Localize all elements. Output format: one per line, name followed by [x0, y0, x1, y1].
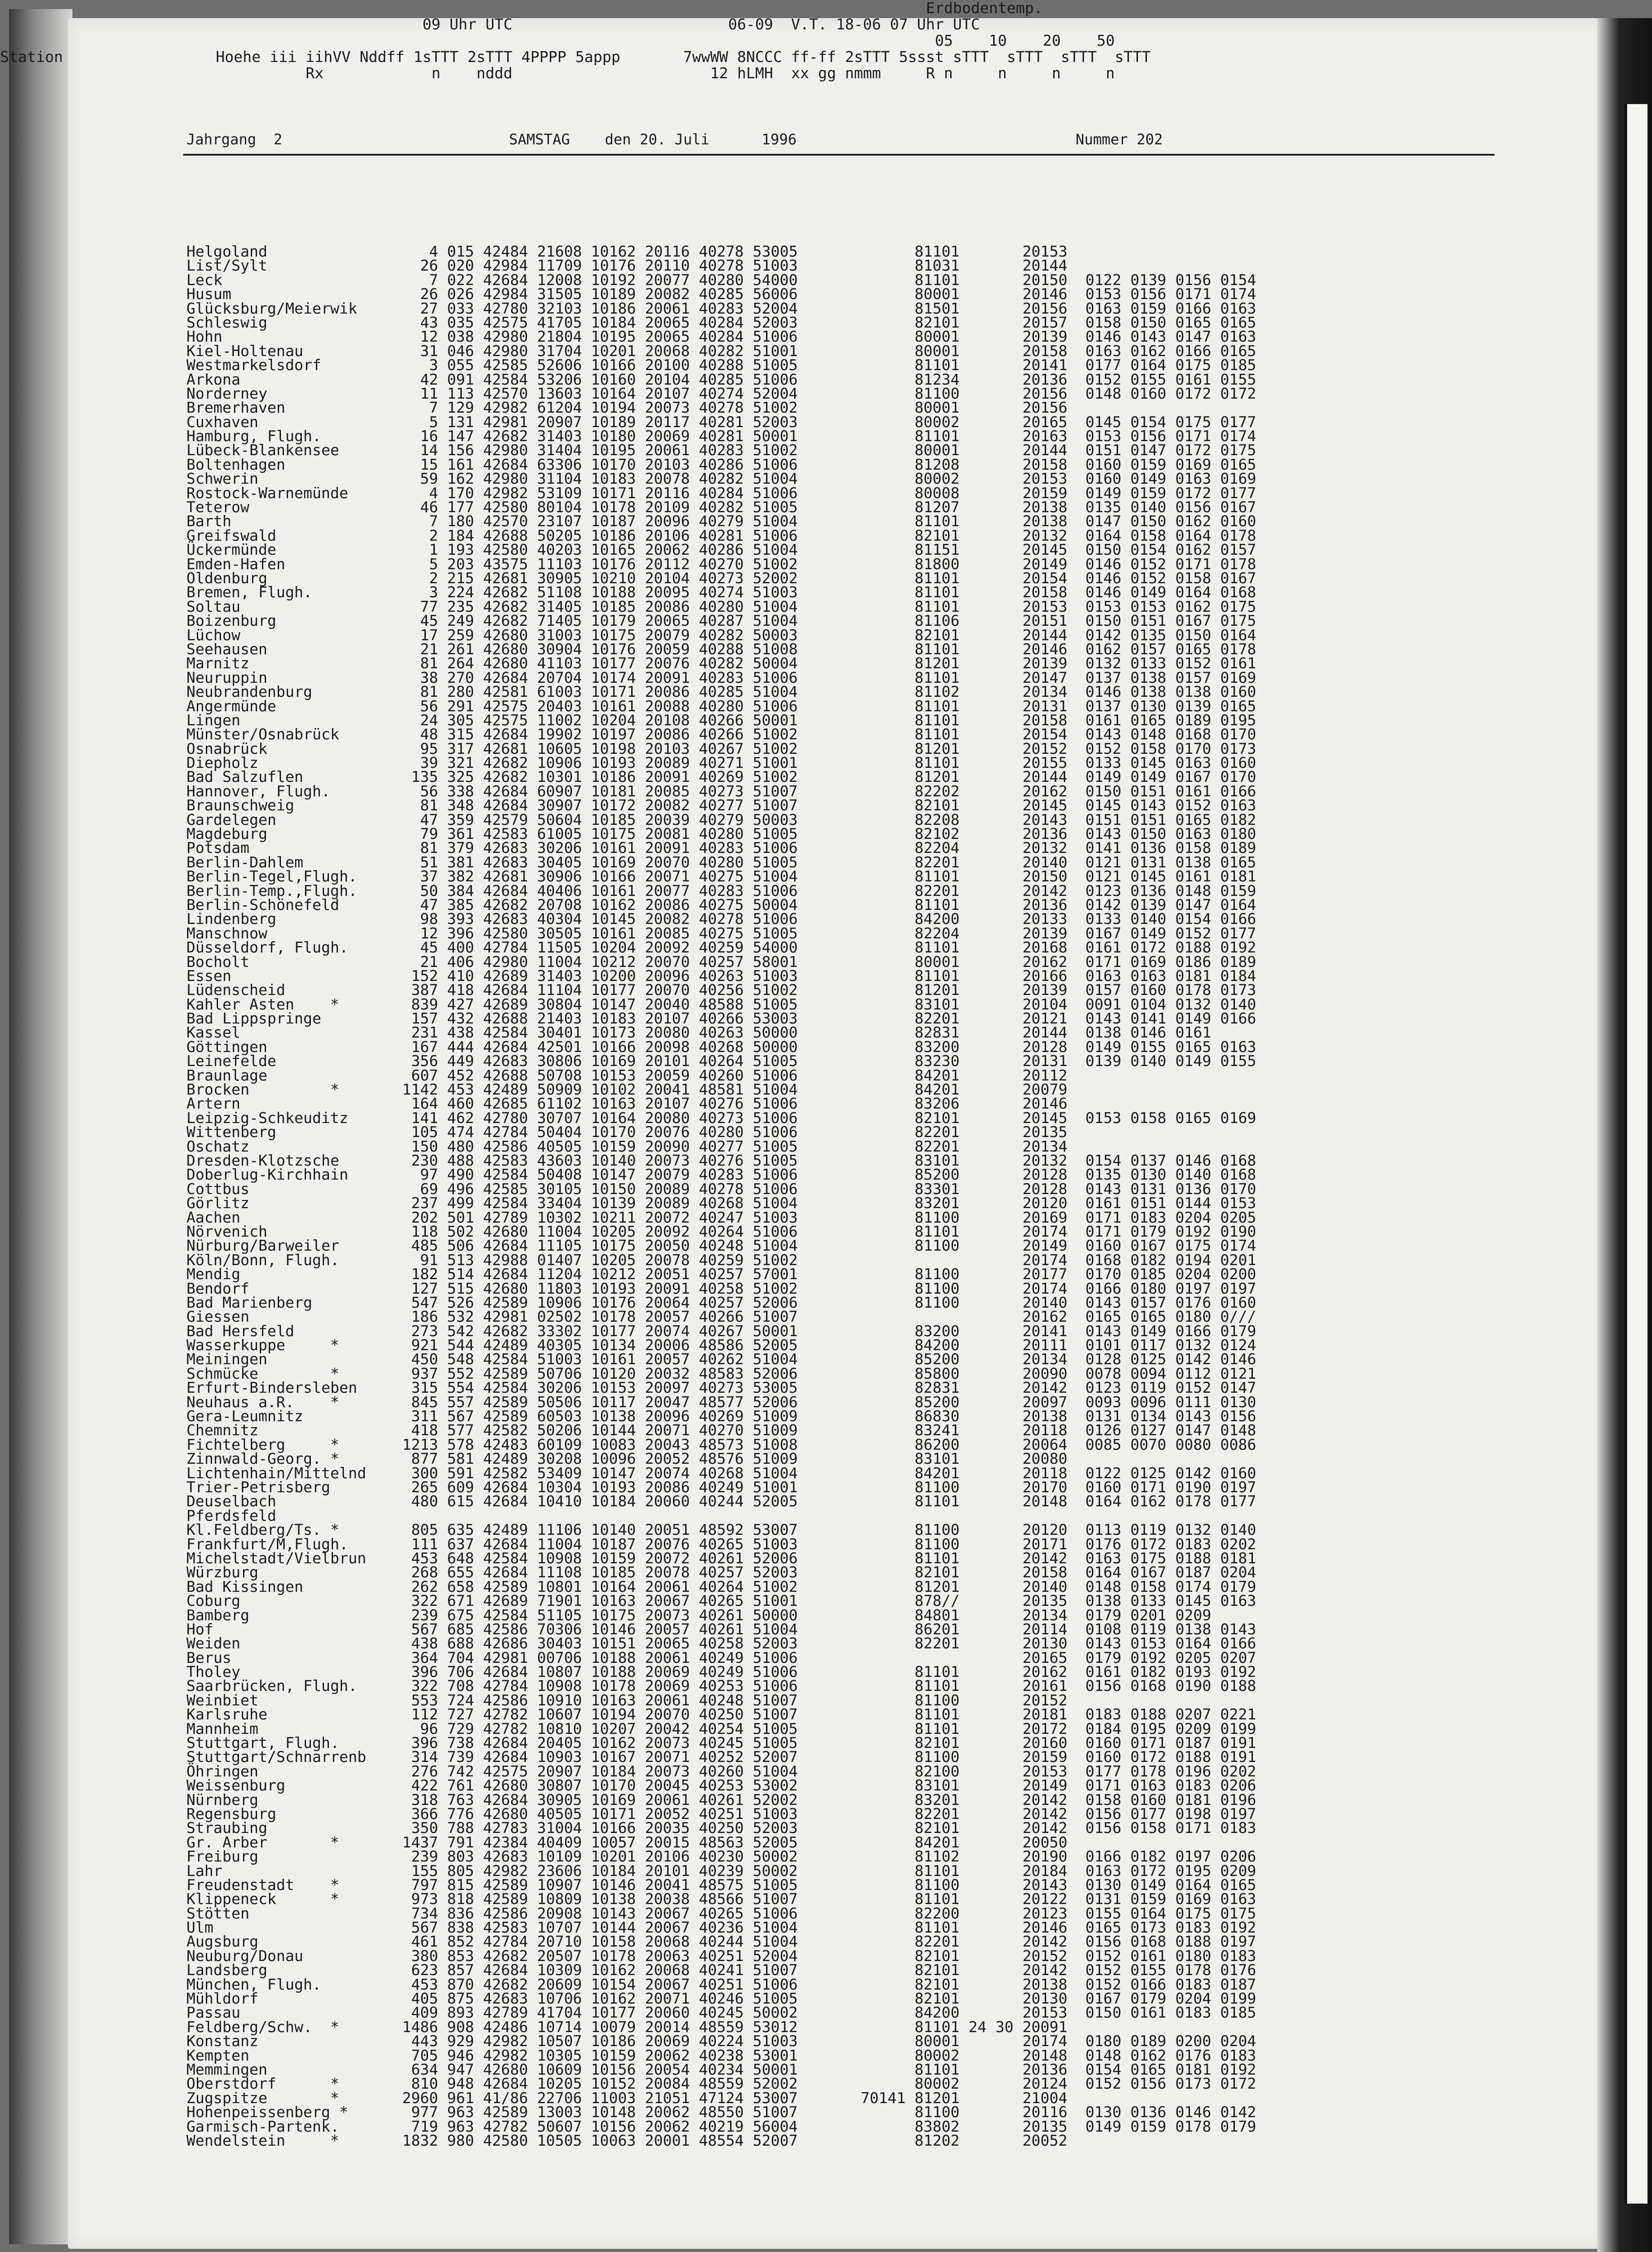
- table-row: Chemnitz 418 577 42582 50206 10144 20071 40270 51009 83241 20118 0126 0127 0147 0148: [186, 1421, 1257, 1439]
- table-row: Kassel 231 438 42584 30401 10173 20080 40263 50000 82831 20144 0138 0146 0161: [186, 1024, 1211, 1042]
- table-row: Saarbrücken, Flugh. 322 708 42784 10908 10178 20069 40253 51006 81101 20161 0156 0168 0190 0188: [186, 1677, 1257, 1695]
- table-row: Doberlug-Kirchhain 97 490 42584 50408 10147 20079 40283 51006 85200 20128 0135 0130 0140 0168: [186, 1166, 1257, 1184]
- table-row: Stuttgart/Schnarrenb 314 739 42684 10903 10167 20071 40252 52007 81100 20159 0160 0172 0188 0191: [186, 1748, 1257, 1766]
- table-row: List/Sylt 26 020 42984 11709 10176 20110 40278 51003 81031 20144: [186, 257, 1068, 275]
- table-row: Braunschweig 81 348 42684 30907 10172 20082 40277 51007 82101 20145 0145 0143 0152 0163: [186, 796, 1257, 814]
- table-row: Ückermünde 1 193 42580 40203 10165 20062 40286 51004 81151 20145 0150 0154 0162 0157: [186, 541, 1257, 559]
- table-row: Neubrandenburg 81 280 42581 61003 10171 20086 40285 51004 81102 20134 0146 0138 0138 0160: [186, 683, 1257, 701]
- table-row: Boltenhagen 15 161 42684 63306 10170 20103 40286 51006 81208 20158 0160 0159 0169 0165: [186, 455, 1257, 473]
- page-header: Jahrgang 2 SAMSTAG den 20. Juli 1996 Nummer 202: [186, 131, 1163, 148]
- table-row: Tholey 396 706 42684 10807 10188 20069 40249 51006 81101 20162 0161 0182 0193 0192: [186, 1663, 1257, 1681]
- table-row: Zinnwald-Georg. * 877 581 42489 30208 10096 20052 48576 51009 83101 20080: [186, 1450, 1068, 1468]
- book-page-edge-left: [9, 9, 72, 2244]
- table-row: Hannover, Flugh. 56 338 42684 60907 10181 20085 40273 51007 82202 20162 0150 0151 0161 0166: [186, 782, 1257, 800]
- table-row: Osnabrück 95 317 42681 10605 10198 20103 40267 51002 81201 20152 0152 0158 0170 0173: [186, 739, 1257, 757]
- table-row: Barth 7 180 42570 23107 10187 20096 40279 51004 81101 20138 0147 0150 0162 0160: [186, 512, 1257, 530]
- table-row: Dresden-Klotzsche 230 488 42583 43603 10140 20073 40276 51005 83101 20132 0154 0137 0146 0168: [186, 1152, 1257, 1169]
- table-row: Weinbiet 553 724 42586 10910 10163 20061 40248 51007 81100 20152: [186, 1691, 1068, 1709]
- table-row: Marnitz 81 264 42680 41103 10177 20076 40282 50004 81201 20139 0132 0133 0152 0161: [186, 654, 1257, 672]
- table-row: Lüchow 17 259 42680 31003 10175 20079 40282 50003 82101 20144 0142 0135 0150 0164: [186, 626, 1257, 644]
- column-header-line-3: 05 10 20 50: [0, 32, 1115, 49]
- table-row: Bremen, Flugh. 3 224 42682 51108 10188 20095 40274 51003 81101 20158 0146 0149 0164 0168: [186, 583, 1257, 601]
- table-row: Karlsruhe 112 727 42782 10607 10194 20070 40250 51007 81101 20181 0183 0188 0207 0221: [186, 1705, 1257, 1724]
- table-row: Weiden 438 688 42686 30403 10151 20065 40258 52003 82201 20130 0143 0153 0164 0166: [186, 1634, 1257, 1652]
- table-row: Oldenburg 2 215 42681 30905 10210 20104 40273 52002 81101 20154 0146 0152 0158 0167: [186, 569, 1257, 587]
- table-row: Bad Hersfeld 273 542 42682 33302 10177 20074 40267 50001 83200 20141 0143 0149 0166 0179: [186, 1322, 1257, 1340]
- table-row: Garmisch-Partenk. 719 963 42782 50607 10156 20062 40219 56004 83802 20135 0149 0159 0178 0179: [186, 2117, 1257, 2135]
- table-row: Kiel-Holtenau 31 046 42980 31704 10201 20068 40282 51001 80001 20158 0163 0162 0166 0165: [186, 342, 1257, 360]
- table-row: Leinefelde 356 449 42683 30806 10169 20101 40264 51005 83230 20131 0139 0140 0149 0155: [186, 1052, 1257, 1070]
- table-row: Wittenberg 105 474 42784 50404 10170 20076 40280 51006 82201 20135: [186, 1123, 1068, 1141]
- table-row: Berlin-Temp.,Flugh. 50 384 42684 40406 10161 20077 40283 51006 82201 20142 0123 0136 0148 0159: [186, 881, 1257, 900]
- table-row: Lichtenhain/Mittelnd 300 591 42582 53409 10147 20074 40268 51004 84201 20118 0122 0125 0142 0160: [186, 1464, 1257, 1482]
- table-row: Meiningen 450 548 42584 51003 10161 20057 40262 51004 85200 20134 0128 0125 0142 0146: [186, 1350, 1257, 1368]
- table-row: Berus 364 704 42981 00706 10188 20061 40249 51006 20165 0179 0192 0205 0207: [186, 1648, 1257, 1666]
- table-row: Gardelegen 47 359 42579 50604 10185 20039 40279 50003 82208 20143 0151 0151 0165 0182: [186, 810, 1257, 828]
- station-table: [186, 244, 1256, 2147]
- table-row: Lübeck-Blankensee 14 156 42980 31404 10195 20061 40283 51002 80001 20144 0151 0147 0172 0175: [186, 441, 1257, 459]
- table-row: Zugspitze * 2960 961 41/86 22706 11003 21051 47124 53007 70141 81201 21004: [186, 2089, 1068, 2107]
- table-row: Bendorf 127 515 42680 11803 10193 20091 40258 51002 81100 20174 0166 0180 0197 0197: [186, 1279, 1257, 1297]
- table-row: Schwerin 59 162 42980 31104 10183 20078 40282 51004 80002 20153 0160 0149 0163 0169: [186, 470, 1257, 488]
- table-row: Kempten 705 946 42982 10305 10159 20062 40238 53001 80002 20148 0148 0162 0176 0183: [186, 2046, 1257, 2064]
- table-row: Nürnberg 318 763 42684 30905 10169 20061 40261 52002 83201 20142 0158 0160 0181 0196: [186, 1790, 1257, 1809]
- header-rule: [183, 154, 1495, 156]
- table-row: Bad Salzuflen 135 325 42682 10301 10186 20091 40269 51002 81201 20144 0149 0149 0167 0170: [186, 768, 1257, 786]
- table-row: Boizenburg 45 249 42682 71405 10179 20065 40287 51004 81106 20151 0150 0151 0167 0175: [186, 612, 1257, 630]
- table-row: Neuhaus a.R. * 845 557 42589 50506 10117 20047 48577 52006 85200 20097 0093 0096 0111 0130: [186, 1393, 1257, 1411]
- table-row: Klippeneck * 973 818 42589 10809 10138 20038 48566 51007 81101 20122 0131 0159 0169 0163: [186, 1890, 1257, 1908]
- table-row: Freudenstadt * 797 815 42589 10907 10146 20041 48575 51005 81100 20143 0130 0149 0164 0165: [186, 1876, 1257, 1894]
- table-row: Stuttgart, Flugh. 396 738 42684 20405 10162 20073 40245 51005 82101 20160 0160 0171 0187 0191: [186, 1734, 1257, 1752]
- table-row: Straubing 350 788 42783 31004 10166 20035 40250 52003 82101 20142 0156 0158 0171 0183: [186, 1819, 1257, 1837]
- table-row: Artern 164 460 42685 61102 10163 20107 40276 51006 83206 20146: [186, 1095, 1068, 1113]
- table-row: Glücksburg/Meierwik 27 033 42780 32103 10186 20061 40283 52004 81501 20156 0163 0159 0166 0163: [186, 299, 1257, 317]
- table-row: Hohn 12 038 42980 21804 10195 20065 40284 51006 80001 20139 0146 0143 0147 0163: [186, 328, 1257, 346]
- table-row: Öhringen 276 742 42575 20907 10184 20073 40260 51004 82100 20153 0177 0178 0196 0202: [186, 1762, 1257, 1780]
- table-row: Erfurt-Bindersleben 315 554 42584 30206 10153 20097 40273 53005 82831 20142 0123 0119 0152 0147: [186, 1379, 1257, 1397]
- table-row: Angermünde 56 291 42575 20403 10161 20088 40280 51006 81101 20131 0137 0130 0139 0165: [186, 697, 1257, 715]
- table-row: Feldberg/Schw. * 1486 908 42486 10714 10079 20014 48559 53012 81101 24 30 20091: [186, 2018, 1068, 2036]
- table-row: Fichtelberg * 1213 578 42483 60109 10083 20043 48573 51008 86200 20064 0085 0070 0080 0086: [186, 1435, 1257, 1453]
- table-row: Wasserkuppe * 921 544 42489 40305 10134 20006 48586 52005 84200 20111 0101 0117 0132 0124: [186, 1336, 1257, 1354]
- table-row: Mendig 182 514 42684 11204 10212 20051 40257 57001 81100 20177 0170 0185 0204 0200: [186, 1265, 1257, 1283]
- table-row: Braunlage 607 452 42688 50708 10153 20059 40260 51006 84201 20112: [186, 1066, 1068, 1084]
- table-row: Giessen 186 532 42981 02502 10178 20057 40266 51007 20162 0165 0165 0180 0///: [186, 1308, 1257, 1326]
- table-row: Leipzig-Schkeuditz 141 462 42780 30707 10164 20080 40273 51006 82101 20145 0153 0158 0165 0169: [186, 1109, 1257, 1127]
- table-row: Bad Marienberg 547 526 42589 10906 10176 20064 40257 52006 81100 20140 0143 0157 0176 0160: [186, 1293, 1257, 1311]
- table-row: Köln/Bonn, Flugh. 91 513 42988 01407 10205 20078 40259 51002 20174 0168 0182 0194 0201: [186, 1251, 1257, 1269]
- table-row: Lahr 155 805 42982 23606 10184 20101 40239 50002 81101 20184 0163 0172 0195 0209: [186, 1862, 1257, 1880]
- table-row: Schmücke * 937 552 42589 50706 10120 20032 48583 52006 85800 20090 0078 0094 0112 0121: [186, 1364, 1257, 1382]
- table-row: München, Flugh. 453 870 42682 20609 10154 20067 40251 51006 82101 20138 0152 0166 0183 0187: [186, 1975, 1257, 1993]
- table-row: Magdeburg 79 361 42583 61005 10175 20081 40280 51005 82102 20136 0143 0150 0163 0180: [186, 825, 1257, 843]
- table-row: Emden-Hafen 5 203 43575 11103 10176 20112 40270 51002 81800 20149 0146 0152 0171 0178: [186, 555, 1257, 573]
- table-row: Seehausen 21 261 42680 30904 10176 20059 40288 51008 81101 20146 0162 0157 0165 0178: [186, 640, 1257, 658]
- table-row: Görlitz 237 499 42584 33404 10139 20089 40268 51004 83201 20120 0161 0151 0144 0153: [186, 1194, 1257, 1212]
- adjacent-page-strip: [1624, 104, 1647, 2204]
- table-row: Pferdsfeld: [186, 1506, 276, 1524]
- table-row: Brocken * 1142 453 42489 50909 10102 20041 48581 51004 84201 20079: [186, 1081, 1068, 1099]
- table-row: Greifswald 2 184 42688 50205 10186 20106 40281 51006 82101 20132 0164 0158 0164 0178: [186, 526, 1257, 544]
- table-row: Cottbus 69 496 42585 30105 10150 20089 40278 51006 83301 20128 0143 0131 0136 0170: [186, 1180, 1257, 1198]
- table-row: Oschatz 150 480 42586 40505 10159 20090 40277 51005 82201 20134: [186, 1137, 1068, 1155]
- table-row: Gera-Leumnitz 311 567 42589 60503 10138 20096 40269 51009 86830 20138 0131 0134 0143 0156: [186, 1407, 1257, 1425]
- table-row: Mühldorf 405 875 42683 10706 10162 20071 40246 51005 82101 20130 0167 0179 0204 0199: [186, 1990, 1257, 2008]
- table-row: Neuruppin 38 270 42684 20704 10174 20091 40283 51006 81101 20147 0137 0138 0157 0169: [186, 668, 1257, 686]
- table-row: Bamberg 239 675 42584 51105 10175 20073 40261 50000 84801 20134 0179 0201 0209: [186, 1606, 1211, 1624]
- table-row: Bocholt 21 406 42980 11004 10212 20070 40257 58001 80001 20162 0171 0169 0186 0189: [186, 952, 1257, 971]
- table-row: Hohenpeissenberg * 977 963 42589 13003 10148 20062 48550 51007 81100 20116 0130 0136 0146 0142: [186, 2103, 1257, 2121]
- table-row: Michelstadt/Vielbrun 453 648 42584 10908 10159 20072 40261 52006 81101 20142 0163 0175 0188 0181: [186, 1549, 1257, 1567]
- column-header-line-1: Erdbodentemp.: [0, 0, 1043, 17]
- table-row: Cuxhaven 5 131 42981 20907 10189 20117 40281 52003 80002 20165 0145 0154 0175 0177: [186, 413, 1257, 431]
- table-row: Norderney 11 113 42570 13603 10164 20107 40274 52004 81100 20156 0148 0160 0172 0172: [186, 384, 1257, 402]
- table-row: Berlin-Dahlem 51 381 42683 30405 10169 20070 40280 51005 82201 20140 0121 0131 0138 0165: [186, 853, 1257, 871]
- table-row: Coburg 322 671 42689 71901 10163 20067 40265 51001 878// 20135 0138 0133 0145 0163: [186, 1592, 1257, 1610]
- table-row: Oberstdorf * 810 948 42684 10205 10152 20084 48559 52002 80002 20124 0152 0156 0173 0172: [186, 2075, 1257, 2093]
- table-row: Freiburg 239 803 42683 10109 10201 20106 40230 50002 81102 20190 0166 0182 0197 0206: [186, 1847, 1257, 1866]
- table-row: Berlin-Tegel,Flugh. 37 382 42681 30906 10166 20071 40275 51004 81101 20150 0121 0145 0161 0181: [186, 867, 1257, 886]
- table-row: Göttingen 167 444 42684 42501 10166 20098 40268 50000 83200 20128 0149 0155 0165 0163: [186, 1038, 1257, 1056]
- table-row: Augsburg 461 852 42784 20710 10158 20068 40244 51004 82201 20142 0156 0168 0188 0197: [186, 1933, 1257, 1951]
- table-row: Bad Lippspringe 157 432 42688 21403 10183 20107 40266 53003 82201 20121 0143 0141 0149 0166: [186, 1009, 1257, 1028]
- table-row: Leck 7 022 42684 12008 10192 20077 40280 54000 81101 20150 0122 0139 0156 0154: [186, 271, 1257, 289]
- table-row: Lindenberg 98 393 42683 40304 10145 20082 40278 51006 84200 20133 0133 0140 0154 0166: [186, 910, 1257, 928]
- table-row: Soltau 77 235 42682 31405 10185 20086 40280 51004 81101 20153 0153 0153 0162 0175: [186, 597, 1257, 615]
- table-row: Potsdam 81 379 42683 30206 10161 20091 40283 51006 82204 20132 0141 0136 0158 0189: [186, 839, 1257, 857]
- table-row: Nörvenich 118 502 42680 11004 10205 20092 40264 51006 81101 20174 0171 0179 0192 0190: [186, 1222, 1257, 1240]
- table-row: Würzburg 268 655 42684 11108 10185 20078 40257 52003 82101 20158 0164 0167 0187 0204: [186, 1563, 1257, 1581]
- table-row: Westmarkelsdorf 3 055 42585 52606 10166 20100 40288 51005 81101 20141 0177 0164 0175 0185: [186, 356, 1257, 374]
- table-row: Kl.Feldberg/Ts. * 805 635 42489 11106 10140 20051 48592 53007 81100 20120 0113 0119 0132 0140: [186, 1521, 1257, 1539]
- table-row: Lingen 24 305 42575 11002 10204 20108 40266 50001 81101 20158 0161 0165 0189 0195: [186, 711, 1257, 729]
- table-row: Nürburg/Barweiler 485 506 42684 11105 10175 20050 40248 51004 81100 20149 0160 0167 0175 0174: [186, 1237, 1257, 1255]
- table-row: Düsseldorf, Flugh. 45 400 42784 11505 10204 20092 40259 54000 81101 20168 0161 0172 0188 0192: [186, 938, 1257, 957]
- table-row: Weissenburg 422 761 42680 30807 10170 20045 40253 53002 83101 20149 0171 0163 0183 0206: [186, 1776, 1257, 1795]
- table-row: Wendelstein * 1832 980 42580 10505 10063 20001 48554 52007 81202 20052: [186, 2131, 1068, 2149]
- table-row: Teterow 46 177 42580 80104 10178 20109 40282 51005 81207 20138 0135 0140 0156 0167: [186, 498, 1257, 516]
- table-row: Lüdenscheid 387 418 42684 11104 10177 20070 40256 51002 81201 20139 0157 0160 0178 0173: [186, 981, 1257, 999]
- column-header-line-2: 09 Uhr UTC 06-09 V.T. 18-06 07 Uhr UTC: [0, 15, 980, 33]
- table-row: Mannheim 96 729 42782 10810 10207 20042 40254 51005 81101 20172 0184 0195 0209 0199: [186, 1719, 1257, 1738]
- table-row: Frankfurt/M,Flugh. 111 637 42684 11004 10187 20076 40265 51003 81100 20171 0176 0172 0183 0202: [186, 1535, 1257, 1553]
- table-row: Stötten 734 836 42586 20908 10143 20067 40265 51006 82200 20123 0155 0164 0175 0175: [186, 1904, 1257, 1922]
- table-row: Hof 567 685 42586 70306 10146 20057 40261 51004 86201 20114 0108 0119 0138 0143: [186, 1620, 1257, 1638]
- table-row: Ulm 567 838 42583 10707 10144 20067 40236 51004 81101 20146 0165 0173 0183 0192: [186, 1919, 1257, 1937]
- column-header: [0, 0, 1652, 81]
- table-row: Arkona 42 091 42584 53206 10160 20104 40285 51006 81234 20136 0152 0155 0161 0155: [186, 370, 1257, 388]
- table-row: Bad Kissingen 262 658 42589 10801 10164 20061 40264 51002 81201 20140 0148 0158 0174 0179: [186, 1577, 1257, 1595]
- table-row: Landsberg 623 857 42684 10309 10162 20068 40241 51007 82101 20142 0152 0155 0178 0176: [186, 1961, 1257, 1979]
- table-row: Aachen 202 501 42789 10302 10211 20072 40247 51003 81100 20169 0171 0183 0204 0205: [186, 1208, 1257, 1226]
- table-row: Memmingen 634 947 42680 10609 10156 20054 40234 50001 81101 20136 0154 0165 0181 0192: [186, 2061, 1257, 2078]
- column-header-line-4: Station Hoehe iii iihVV Nddff 1sTTT 2sTTT 4PPPP 5appp 7wwWW 8NCCC ff-ff 2sTTT 5ssst sTTT sTTT sTTT sTTT: [0, 48, 1151, 66]
- table-row: Passau 409 893 42789 41704 10177 20060 40245 50002 84200 20153 0150 0161 0183 0185: [186, 2004, 1257, 2022]
- table-row: Manschnow 12 396 42580 30505 10161 20085 40275 51005 82204 20139 0167 0149 0152 0177: [186, 924, 1257, 942]
- table-row: Deuselbach 480 615 42684 10410 10184 20060 40244 52005 81101 20148 0164 0162 0178 0177: [186, 1492, 1257, 1510]
- table-row: Diepholz 39 321 42682 10906 10193 20089 40271 51001 81101 20155 0133 0145 0163 0160: [186, 754, 1257, 772]
- table-row: Konstanz 443 929 42982 10507 10186 20069 40224 51003 80001 20174 0180 0189 0200 0204: [186, 2032, 1257, 2050]
- table-row: Schleswig 43 035 42575 41705 10184 20065 40284 52003 82101 20157 0158 0150 0165 0165: [186, 313, 1257, 331]
- table-row: Münster/Osnabrück 48 315 42684 19902 10197 20086 40266 51002 81101 20154 0143 0148 0168 0170: [186, 725, 1257, 743]
- table-row: Kahler Asten * 839 427 42689 30804 10147 20040 48588 51005 83101 20104 0091 0104 0132 0140: [186, 995, 1257, 1013]
- table-row: Hamburg, Flugh. 16 147 42682 31403 10180 20069 40281 50001 81101 20163 0153 0156 0171 0174: [186, 427, 1257, 445]
- table-row: Trier-Petrisberg 265 609 42684 10304 10193 20086 40249 51001 81100 20170 0160 0171 0190 0197: [186, 1478, 1257, 1496]
- table-row: Neuburg/Donau 380 853 42682 20507 10178 20063 40251 52004 82101 20152 0152 0161 0180 0183: [186, 1947, 1257, 1965]
- table-row: Rostock-Warnemünde 4 170 42982 53109 10171 20116 40284 51006 80008 20159 0149 0159 0172 0177: [186, 484, 1257, 502]
- table-row: Essen 152 410 42689 31403 10200 20096 40263 51003 81101 20166 0163 0163 0181 0184: [186, 967, 1257, 985]
- table-row: Gr. Arber * 1437 791 42384 40409 10057 20015 48563 52005 84201 20050: [186, 1833, 1068, 1851]
- table-row: Berlin-Schönefeld 47 385 42682 20708 10162 20086 40275 50004 81101 20136 0142 0139 0147 0164: [186, 895, 1257, 914]
- table-row: Helgoland 4 015 42484 21608 10162 20116 40278 53005 81101 20153: [186, 243, 1085, 260]
- table-row: Regensburg 366 776 42680 40505 10171 20052 40251 51003 82201 20142 0156 0177 0198 0197: [186, 1804, 1257, 1823]
- table-row: Husum 26 026 42984 31505 10189 20082 40285 56006 80001 20146 0153 0156 0171 0174: [186, 285, 1257, 303]
- table-row: Bremerhaven 7 129 42982 61204 10194 20073 40278 51002 80001 20156: [186, 399, 1068, 417]
- column-header-line-5: Rx n nddd 12 hLMH xx gg nmmm R n n n n: [0, 64, 1115, 82]
